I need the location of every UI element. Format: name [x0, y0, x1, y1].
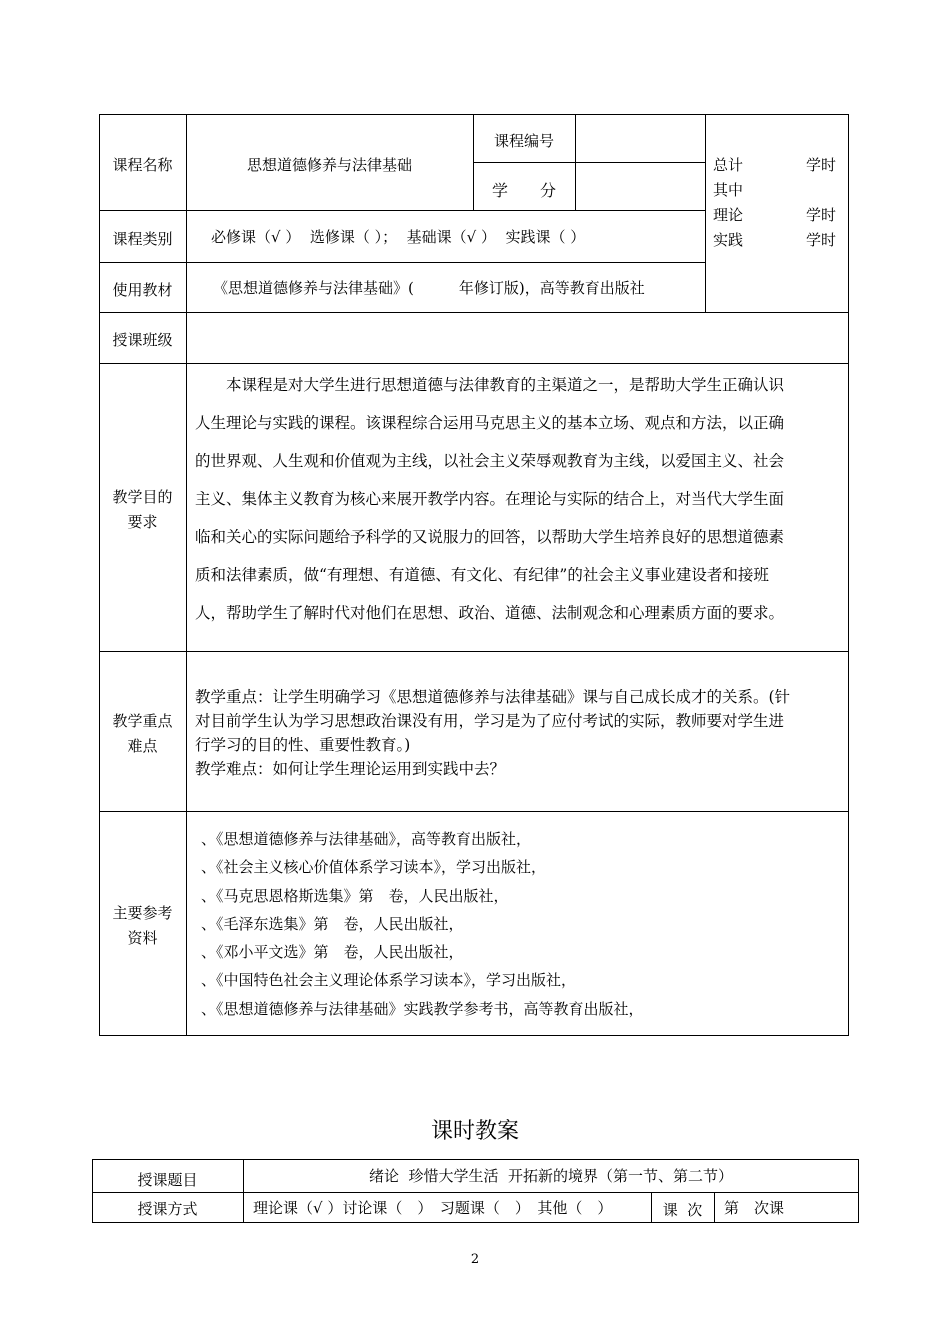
- hours-total-label: 总计: [713, 156, 744, 174]
- course-name-label: 课程名称: [112, 156, 173, 174]
- goal-line: 临和关心的实际问题给予科学的又说服力的回答，以帮助大学生培养良好的思想道德素: [195, 528, 785, 546]
- table-rule: [99, 651, 849, 652]
- course-type-label: 课程类别: [112, 230, 173, 248]
- table-rule: [186, 114, 187, 1036]
- table-rule: [705, 114, 706, 312]
- reference-item: 、《思想道德修养与法律基础》，高等教育出版社，: [201, 830, 532, 848]
- session-label: 课 次: [662, 1201, 703, 1219]
- hours-practice-label: 实践: [713, 231, 744, 249]
- session-value: 第 次课: [724, 1199, 785, 1217]
- reference-item: 、《中国特色社会主义理论体系学习读本》，学习出版社，: [201, 971, 577, 990]
- course-code-label: 课程编号: [493, 132, 554, 150]
- reference-item: 、《马克思恩格斯选集》第 卷，人民出版社，: [201, 886, 509, 905]
- goal-line: 本课程是对大学生进行思想道德与法律教育的主渠道之一，是帮助大学生正确认识: [195, 376, 785, 394]
- course-name-value: 思想道德修养与法律基础: [246, 156, 412, 174]
- hours-theory-unit: 学时: [806, 206, 837, 224]
- hours-theory-label: 理论: [713, 206, 744, 224]
- textbook-label: 使用教材: [112, 281, 173, 299]
- method-label: 授课方式: [137, 1200, 198, 1218]
- table-rule: [99, 210, 706, 211]
- page-number: 2: [470, 1252, 480, 1267]
- key-line: 对目前学生认为学习思想政治课没有用，学习是为了应付考试的实际，教师要对学生进: [195, 712, 785, 730]
- reference-item: 、《毛泽东选集》第 卷，人民出版社，: [201, 914, 464, 933]
- topic-label: 授课题目: [137, 1171, 198, 1189]
- reference-item: 、《社会主义核心价值体系学习读本》，学习出版社，: [201, 858, 547, 877]
- table-rule: [99, 363, 849, 364]
- key-line: 教学重点：让学生明确学习《思想道德修养与法律基础》课与自己成长成才的关系。(针: [195, 688, 791, 706]
- goal-label-line1: 教学目的: [112, 488, 173, 506]
- hours-total-unit: 学时: [806, 156, 837, 174]
- course-type-value: 必修课（√ ） 选修课（ ）； 基础课（√ ） 实践课（ ）: [211, 228, 586, 246]
- table-rule: [99, 312, 849, 313]
- goal-label-line2: 要求: [127, 513, 158, 531]
- goal-line: 质和法律素质，做“有理想、有道德、有文化、有纪律”的社会主义事业建设者和接班: [195, 566, 769, 584]
- reference-item: 、《思想道德修养与法律基础》实践教学参考书，高等教育出版社，: [201, 999, 644, 1018]
- topic-value: 绪论 珍惜大学生活 开拓新的境界（第一节、第二节）: [368, 1167, 734, 1185]
- class-label: 授课班级: [112, 331, 173, 349]
- table-rule: [473, 162, 706, 163]
- credit-label: 学 分: [491, 181, 556, 200]
- ref-label-line2: 资料: [127, 929, 158, 947]
- table-rule: [99, 262, 706, 263]
- table-rule: [99, 811, 849, 812]
- key-line: 教学难点：如何让学生理论运用到实践中去？: [195, 760, 506, 778]
- goal-line: 人生理论与实践的课程。该课程综合运用马克思主义的基本立场、观点和方法，以正确: [195, 414, 785, 432]
- key-label-line2: 难点: [127, 737, 158, 755]
- reference-item: 、《邓小平文选》第 卷，人民出版社，: [201, 943, 464, 962]
- method-value: 理论课（√ ）讨论课（ ） 习题课（ ） 其他（ ）: [253, 1199, 613, 1217]
- key-label-line1: 教学重点: [112, 712, 173, 730]
- hours-among-label: 其中: [713, 181, 744, 199]
- teaching-goals-text: [195, 366, 845, 632]
- hours-practice-unit: 学时: [806, 231, 837, 249]
- goal-line: 的世界观、人生观和价值观为主线，以社会主义荣辱观教育为主线，以爱国主义、社会: [195, 452, 785, 470]
- table-rule: [714, 1192, 715, 1223]
- reference-list: [201, 825, 644, 1023]
- goal-line: 人，帮助学生了解时代对他们在思想、政治、道德、法制观念和心理素质方面的要求。: [195, 604, 785, 622]
- key-points-text: [195, 685, 845, 781]
- table-rule: [92, 1192, 859, 1193]
- goal-line: 主义、集体主义教育为核心来展开教学内容。在理论与实际的结合上，对当代大学生面: [195, 490, 785, 508]
- key-line: 行学习的目的性、重要性教育。): [195, 736, 411, 754]
- lesson-plan-title: 课时教案: [430, 1119, 519, 1144]
- ref-label-line1: 主要参考: [112, 904, 173, 922]
- textbook-value: 《思想道德修养与法律基础》( 年修订版)，高等教育出版社: [213, 279, 645, 297]
